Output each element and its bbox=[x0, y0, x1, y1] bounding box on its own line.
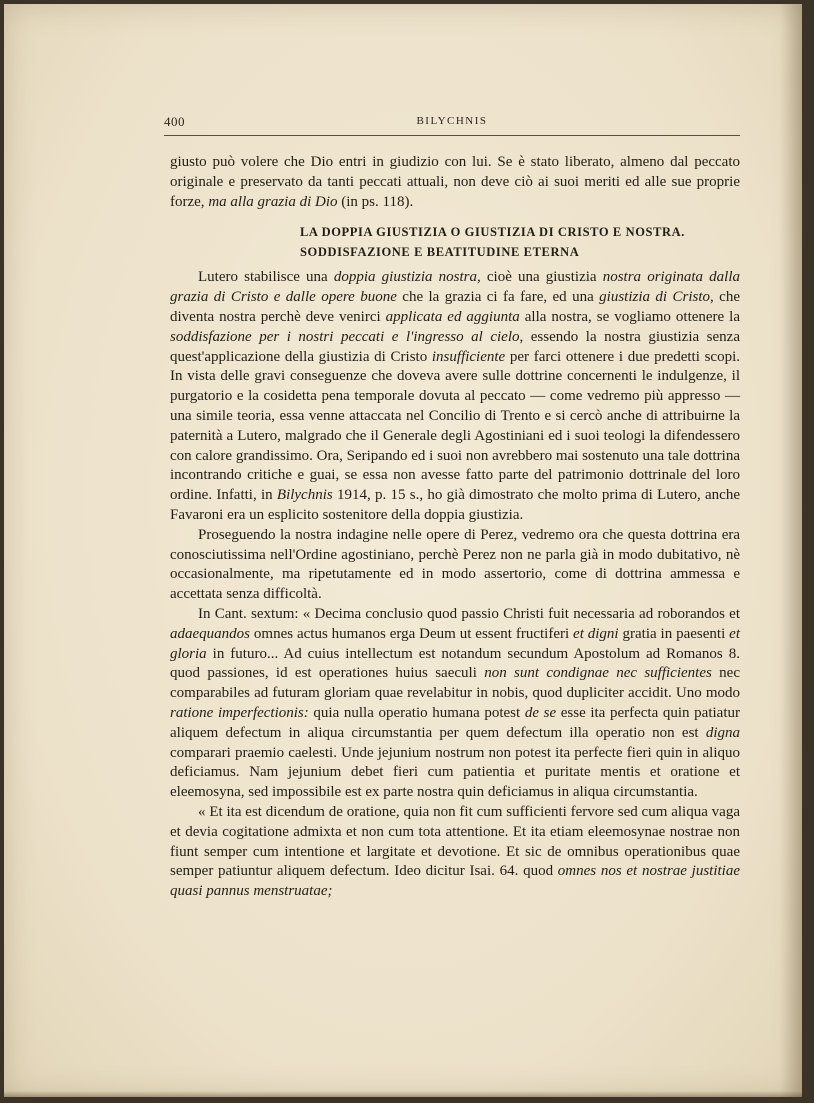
page-number: 400 bbox=[164, 114, 185, 129]
body-text bbox=[170, 153, 740, 902]
book-page bbox=[4, 4, 802, 1097]
page-spine-shadow bbox=[780, 4, 802, 1097]
page-header bbox=[164, 114, 740, 132]
section-heading-line-2: SODDISFAZIONE E BEATITUDINE ETERNA bbox=[300, 245, 580, 260]
section-heading bbox=[300, 222, 740, 262]
section-heading-line-1: LA DOPPIA GIUSTIZIA O GIUSTIZIA DI CRISTO E NOSTRA. bbox=[300, 225, 685, 240]
paragraph-cant-quote: In Cant. sextum: « Decima conclusio quod passio Christi fuit necessaria ad roborandos et adaequandos omnes actus humanos erga Deum ut essent fructiferi et digni gratia in paesenti et gloria in futuro... Ad cuius intellectum est notandum secundum Apostolum ad Romanos 8. quod passiones, id est operationes huius saeculi non sunt condignae nec sufficientes nec comparabiles ad futuram gloriam quae revelabitur in nobis, quod dupliciter accidit. Uno modo ratione imperfectionis: quia nulla operatio humana potest de se esse ita perfecta quin patiatur aliquem defectum in aliqua circumstantia per quem defectum illa operatio non est digna comparari praemio caelesti. Unde jejunium nostrum non potest ita perfecte fieri quin in aliquo deficiamus. Nam jejunium debet fieri cum patientia et puritate mentis et oratione et eleemosyna, sed impossibile est ex parte nostra quin deficiamus in aliqua circumstantia. bbox=[170, 605, 740, 801]
paragraph-oratione-quote: « Et ita est dicendum de oratione, quia non fit cum sufficienti fervore sed cum aliqua vaga et devia cogitatione admixta et non cum tota attentione. Et ita etiam eleemosynae nostrae non fiunt semper cum intentione et largitate et devotione. Et sic de omnibus operationibus quae semper patiuntur aliquem defectum. Ideo dicitur Isai. 64. quod omnes nos et nostrae justitiae quasi pannus menstruatae; bbox=[170, 803, 740, 900]
paragraph-perez: Proseguendo la nostra indagine nelle opere di Perez, vedremo ora che questa dottrina era conosciutissima nell'Ordine agostiniano, perchè Perez non ne parla già in modo dubitativo, nè occasionalmente, ma ripetutamente ed in modo assertorio, come di dottrina ammessa e accettata senza difficoltà. bbox=[170, 526, 740, 603]
page-bottom-edge bbox=[4, 1091, 802, 1097]
paragraph-continuation: giusto può volere che Dio entri in giudizio con lui. Se è stato liberato, almeno dal peccato originale e preservato da tanti peccati attuali, non deve ciò ai suoi meriti ed alle sue proprie forze, ma alla grazia di Dio (in ps. 118). bbox=[170, 154, 740, 210]
paragraph-double-justice: Lutero stabilisce una doppia giustizia nostra, cioè una giustizia nostra originata dalla grazia di Cristo e dalle opere buone che la grazia ci fa fare, ed una giustizia di Cristo, che diventa nostra perchè deve venirci applicata ed aggiunta alla nostra, se vogliamo ottenere la soddisfazione per i nostri peccati e l'ingresso al cielo, essendo la nostra giustizia senza quest'applicazione della giustizia di Cristo insufficiente per farci ottenere i due predetti scopi. In vista delle gravi conseguenze che doveva avere sulle dottrine concernenti le indulgenze, il purgatorio e la cosidetta pena temporale dovuta al peccato — come vedremo più appresso — una simile teoria, essa venne attaccata nel Concilio di Trento e si cercò anche di attribuirne la paternità a Lutero, malgrado che il Generale degli Agostiniani ed i suoi teologi la difendessero con calore grandissimo. Ora, Seripando ed i suoi non avrebbero mai sostenuto una tale dottrina incontrando critiche e guai, se essa non avesse fatto parte del patrimonio dottrinale del loro ordine. Infatti, in Bilychnis 1914, p. 15 s., ho già dimostrato che molto prima di Lutero, anche Favaroni era un esplicito sostenitore della doppia giustizia. bbox=[170, 269, 741, 523]
running-head: BILYCHNIS bbox=[416, 115, 488, 127]
header-rule bbox=[164, 135, 740, 136]
